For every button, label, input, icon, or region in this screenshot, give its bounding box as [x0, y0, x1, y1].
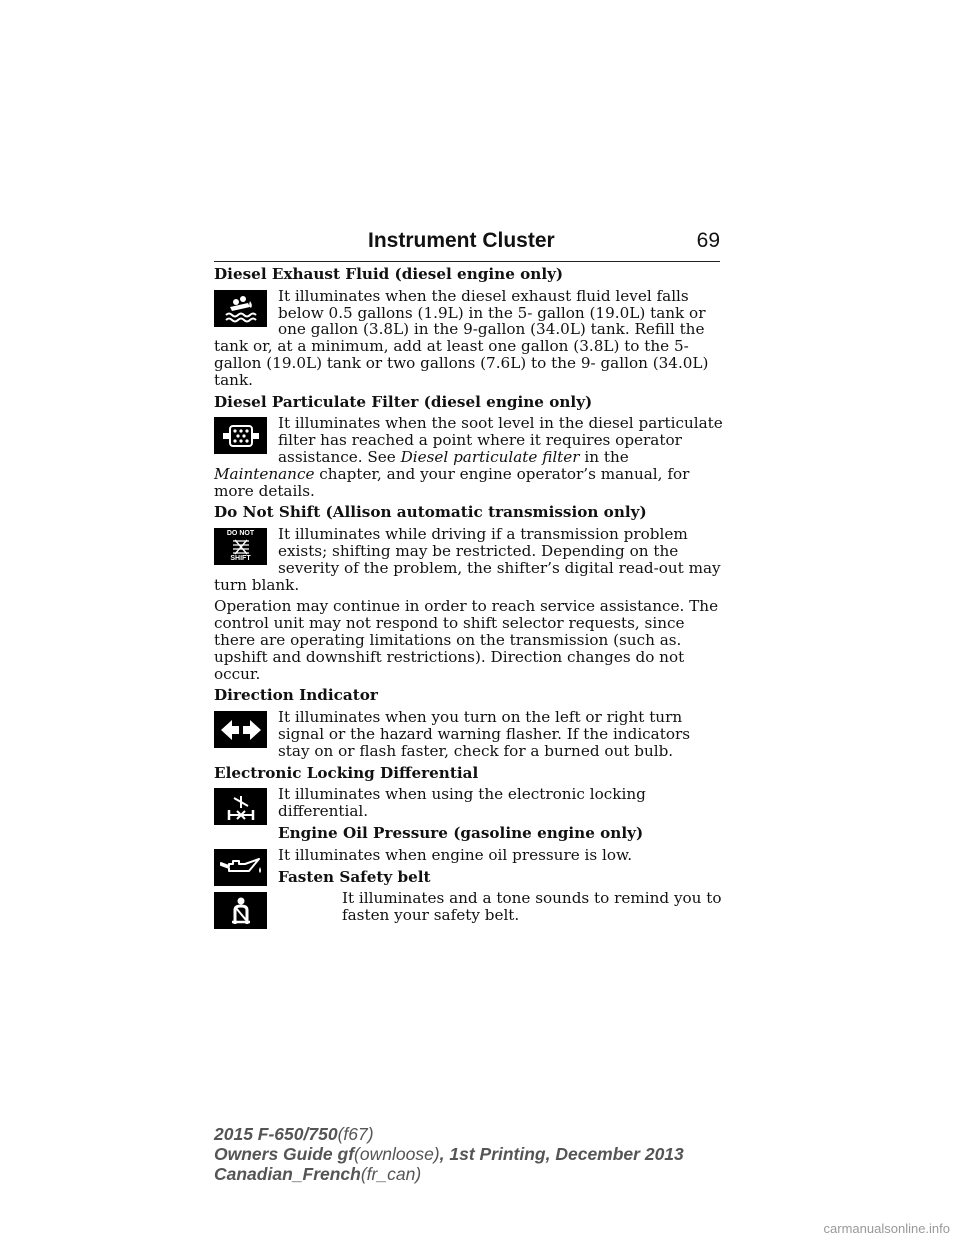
section-fasten-safety-belt [214, 869, 724, 924]
entry [214, 288, 724, 389]
page-content [214, 266, 724, 938]
footer-line [214, 1164, 684, 1184]
section-title: Diesel Exhaust Fluid (diesel engine only) [214, 265, 564, 283]
entry [214, 526, 724, 593]
description [214, 414, 723, 499]
page-number: 69 [696, 229, 720, 252]
description: It illuminates when the diesel exhaust fluid level falls below 0.5 gallons (1.9L) in the 5- gallon (19.0L) tank or one gallon (3.8L) in the 9-gallon (34.0L) tank. Refill the tank or, at a minimum, add at least one gallon (3.8L) to the 5- gallon (19.0L) tank or two gallons (7.6L) to the 9- gallon (34.0L) tank. [214, 286, 709, 389]
section-title: Direction Indicator [214, 686, 378, 705]
footer-line [214, 1144, 684, 1164]
page-header [214, 229, 720, 262]
description-part: chapter, and your engine operator’s manual, for more details. [214, 464, 690, 500]
description-paragraph: Operation may continue in order to reach service assistance. The control unit may not respond to shift selector requests, since there are operating limitations on the transmission (such as. upshift and downshift restrictions). Direction changes do not occur. [214, 597, 719, 683]
description-part: It illuminates when the soot level in the diesel particulate filter has reached a point where it requires operator assistance. See [278, 414, 723, 466]
entry [214, 847, 724, 864]
description: It illuminates when you turn on the left or right turn signal or the hazard warning flasher. If the indicators stay on or flash faster, check for a burned out bulb. [278, 708, 691, 760]
entry [214, 890, 724, 924]
section-engine-oil-pressure [214, 825, 724, 864]
section-title: Fasten Safety belt [278, 867, 431, 886]
description: It illuminates while driving if a transmission problem exists; shifting may be restricted. Depending on the severity of the problem, the shifter’s digital read-out may turn blank. [214, 525, 721, 594]
icon-label-top: DO NOT [226, 530, 255, 538]
chapter-title: Instrument Cluster [368, 229, 555, 252]
footer-line [214, 1124, 684, 1144]
section-electronic-locking-differential [214, 765, 724, 820]
section-title: Diesel Particulate Filter (diesel engine only) [214, 392, 593, 411]
section-title: Electronic Locking Differential [214, 763, 479, 782]
footer-language-code: (fr_can) [360, 1164, 422, 1184]
entry [214, 415, 724, 499]
locking-differential-icon [214, 788, 267, 825]
icon-label-bottom: SHIFT [230, 555, 251, 563]
section-diesel-particulate-filter [214, 394, 724, 500]
chapter-reference-link[interactable]: Maintenance [214, 464, 315, 483]
entry [214, 786, 724, 820]
description: It illuminates and a tone sounds to remind you to fasten your safety belt. [342, 889, 722, 925]
cross-reference-link[interactable]: Diesel particulate filter [400, 447, 580, 466]
description: It illuminates when engine oil pressure is low. [278, 845, 633, 864]
section-title: Do Not Shift (Allison automatic transmission only) [214, 503, 647, 522]
footer-model-code: (f67) [337, 1124, 374, 1144]
footer-guide-code: (ownloose) [354, 1144, 440, 1164]
do-not-shift-icon [214, 528, 267, 565]
footer-model: 2015 F-650/750 [214, 1124, 338, 1144]
description: It illuminates when using the electronic locking differential. [278, 785, 646, 821]
page-footer [214, 1124, 684, 1184]
direction-indicator-icon [214, 711, 267, 748]
footer-language: Canadian_French [214, 1164, 361, 1184]
section-direction-indicator [214, 687, 724, 759]
section-diesel-exhaust-fluid [214, 266, 724, 389]
description-part: in the [579, 447, 629, 466]
diesel-particulate-filter-icon [214, 417, 267, 454]
oil-can-icon [214, 849, 267, 886]
seatbelt-icon [214, 892, 267, 929]
entry [214, 709, 724, 759]
footer-guide: Owners Guide gf [214, 1144, 355, 1164]
diesel-exhaust-fluid-icon [214, 290, 267, 327]
watermark: carmanualsonline.info [823, 1221, 950, 1236]
section-title: Engine Oil Pressure (gasoline engine only) [278, 823, 644, 842]
section-do-not-shift [214, 504, 724, 682]
footer-printing: , 1st Printing, December 2013 [439, 1144, 684, 1164]
